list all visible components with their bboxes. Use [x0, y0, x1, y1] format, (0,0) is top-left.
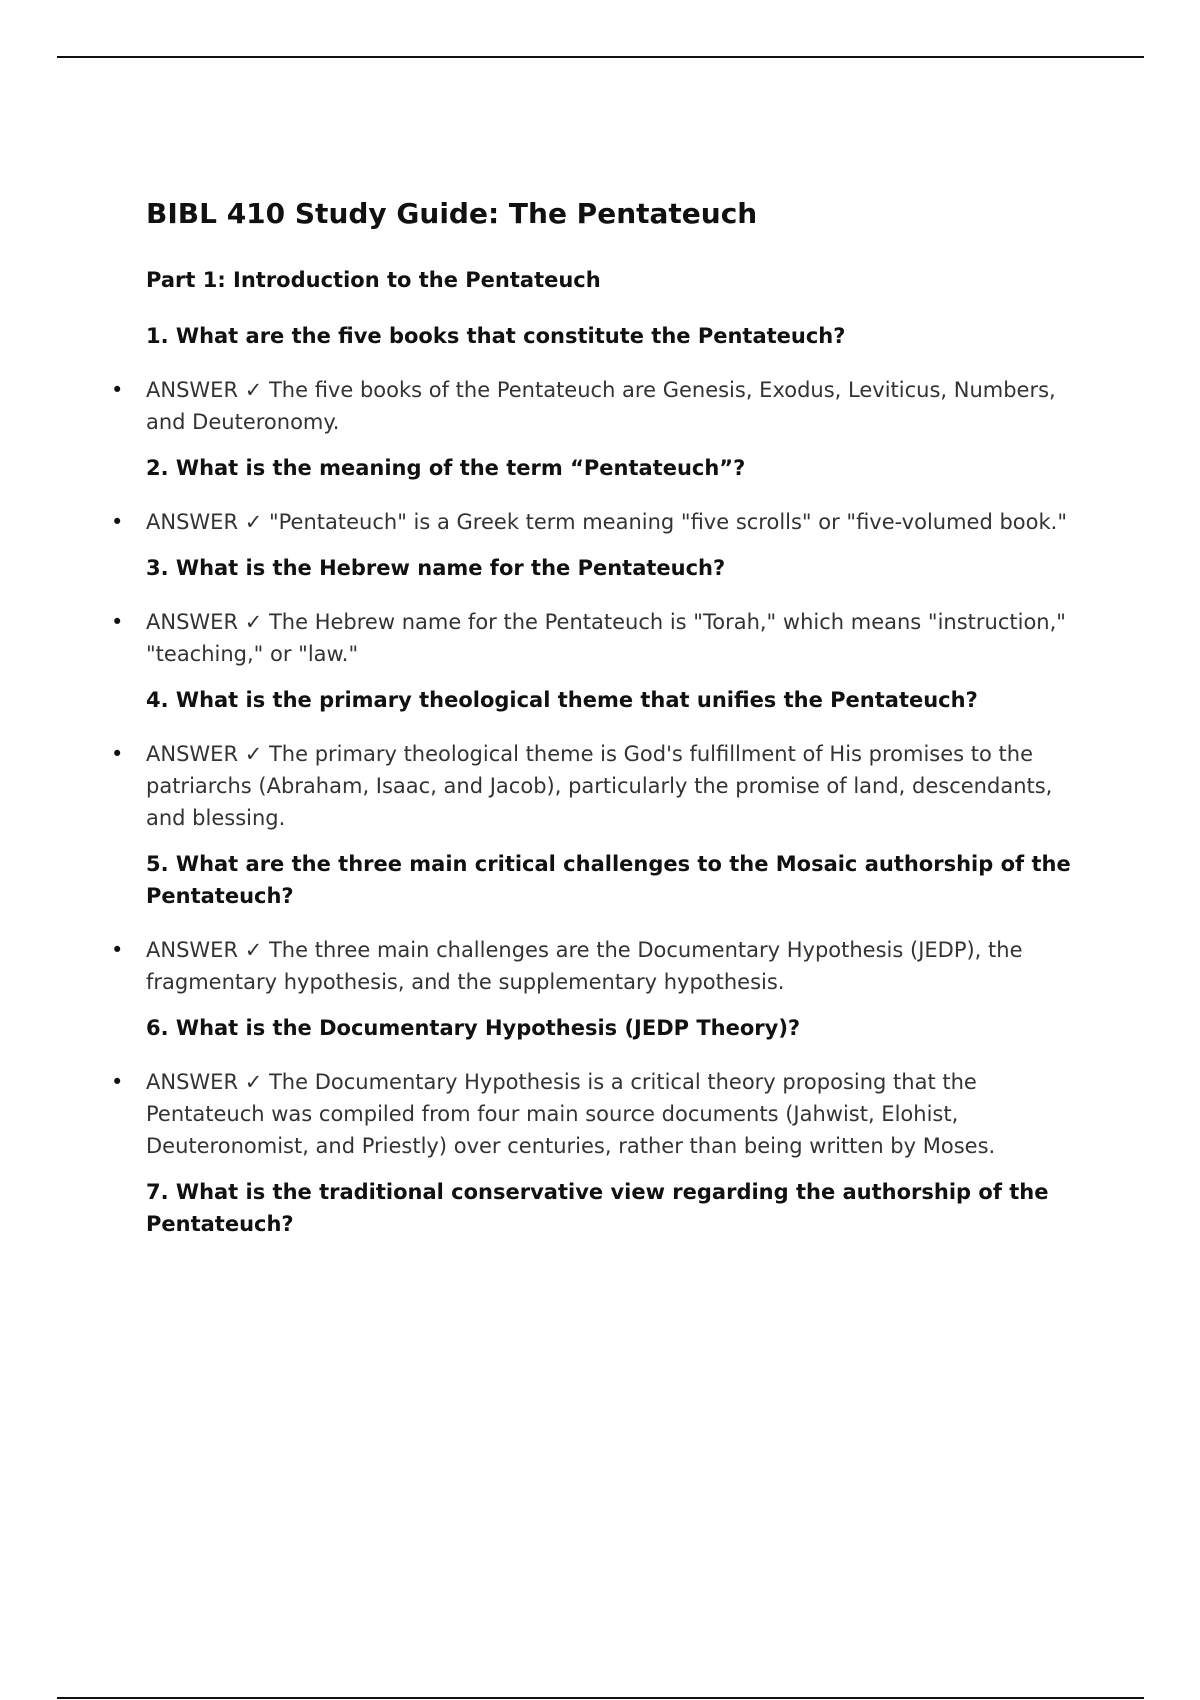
answer-text: ANSWER ✓ The Documentary Hypothesis is a critical theory proposing that the Pentateuch was compiled from four main source documents (Jahwist, Elohist, Deuteronomist, and Priestly) over centuries, rather than being written by Moses. — [146, 1069, 996, 1158]
part-title: Part 1: Introduction to the Pentateuch — [146, 268, 601, 293]
qa-item-7 — [146, 1176, 1086, 1240]
question-text: 4. What is the primary theological theme that unifies the Pentateuch? — [146, 687, 978, 712]
answer-list — [111, 1066, 1086, 1162]
answer-text: ANSWER ✓ "Pentateuch" is a Greek term meaning "five scrolls" or "five-volumed book." — [146, 509, 1067, 534]
answer-item — [111, 374, 1086, 438]
answer-text: ANSWER ✓ The primary theological theme is God's fulfillment of His promises to the patriarchs (Abraham, Isaac, and Jacob), particularly the promise of land, descendants, and blessing. — [146, 741, 1053, 830]
answer-item — [111, 1066, 1086, 1162]
question-text: 3. What is the Hebrew name for the Pentateuch? — [146, 555, 726, 580]
answer-list — [111, 506, 1086, 538]
bullet-icon: • — [111, 509, 124, 534]
answer-item — [111, 606, 1086, 670]
document-title: BIBL 410 Study Guide: The Pentateuch — [146, 197, 758, 230]
answer-text: ANSWER ✓ The Hebrew name for the Pentateuch is "Torah," which means "instruction," "teaching," or "law." — [146, 609, 1066, 666]
answer-text: ANSWER ✓ The five books of the Pentateuch are Genesis, Exodus, Leviticus, Numbers, and Deuteronomy. — [146, 377, 1056, 434]
top-rule — [57, 56, 1144, 58]
bullet-icon: • — [111, 937, 124, 962]
answer-list — [111, 606, 1086, 670]
bottom-rule — [57, 1697, 1144, 1699]
qa-item-3 — [111, 552, 1086, 670]
answer-text: ANSWER ✓ The three main challenges are the Documentary Hypothesis (JEDP), the fragmentary hypothesis, and the supplementary hypothesis. — [146, 937, 1023, 994]
bullet-icon: • — [111, 609, 124, 634]
qa-item-5 — [111, 848, 1086, 998]
answer-list — [111, 374, 1086, 438]
question-text: 2. What is the meaning of the term “Pentateuch”? — [146, 455, 746, 480]
qa-item-4 — [111, 684, 1086, 834]
answer-list — [111, 934, 1086, 998]
bullet-icon: • — [111, 1069, 124, 1094]
qa-item-2 — [111, 452, 1086, 538]
qa-item-6 — [111, 1012, 1086, 1162]
question-text: 1. What are the five books that constitute the Pentateuch? — [146, 323, 846, 348]
answer-list — [111, 738, 1086, 834]
question-text: 7. What is the traditional conservative view regarding the authorship of the Pentateuch? — [146, 1179, 1049, 1236]
bullet-icon: • — [111, 741, 124, 766]
question-text: 5. What are the three main critical challenges to the Mosaic authorship of the Pentateuch? — [146, 851, 1071, 908]
bullet-icon: • — [111, 377, 124, 402]
qa-item-1 — [111, 320, 1086, 438]
answer-item — [111, 934, 1086, 998]
answer-item — [111, 738, 1086, 834]
question-text: 6. What is the Documentary Hypothesis (JEDP Theory)? — [146, 1015, 801, 1040]
answer-item — [111, 506, 1086, 538]
document-body — [111, 196, 1086, 1262]
